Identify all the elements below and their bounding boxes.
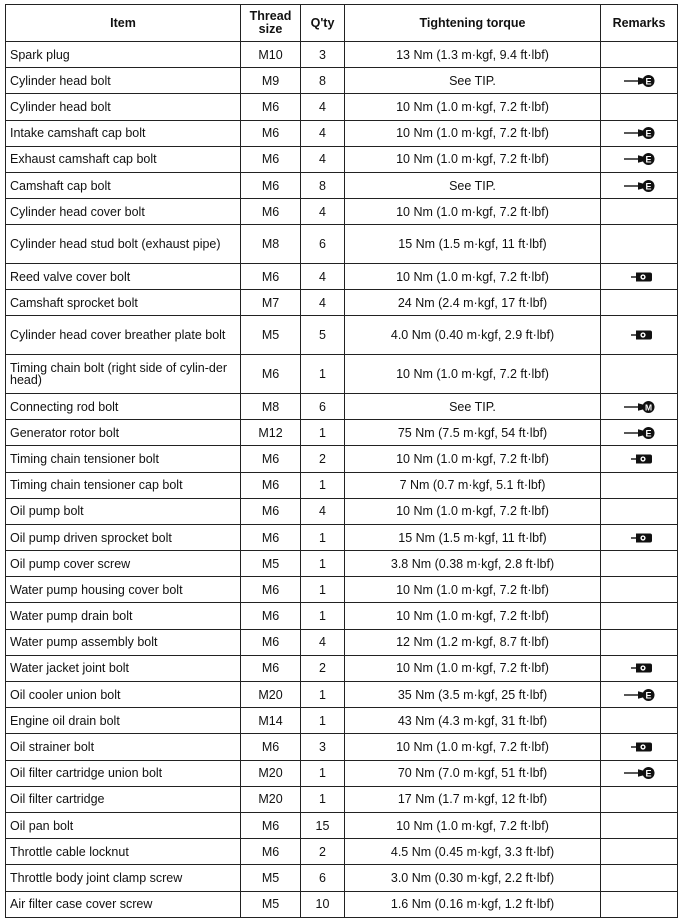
row-qty: 1 — [301, 786, 345, 812]
row-tightening-torque: See TIP. — [345, 393, 601, 419]
row-qty: 2 — [301, 446, 345, 472]
table-row — [6, 316, 678, 355]
row-remarks — [601, 420, 678, 446]
table-row — [6, 682, 678, 708]
row-item: Spark plug — [6, 42, 241, 68]
row-qty: 4 — [301, 498, 345, 524]
table-row — [6, 603, 678, 629]
row-tightening-torque: See TIP. — [345, 68, 601, 94]
table-row — [6, 551, 678, 577]
svg-text:E: E — [645, 428, 652, 439]
row-item: Oil pump driven sprocket bolt — [6, 524, 241, 550]
row-qty: 1 — [301, 682, 345, 708]
row-tightening-torque: 4.5 Nm (0.45 m·kgf, 3.3 ft·lbf) — [345, 839, 601, 865]
row-item: Connecting rod bolt — [6, 393, 241, 419]
row-thread-size: M6 — [241, 734, 301, 760]
row-item: Oil strainer bolt — [6, 734, 241, 760]
row-thread-size: M5 — [241, 865, 301, 891]
row-remarks — [601, 146, 678, 172]
row-qty: 10 — [301, 891, 345, 917]
row-tightening-torque: 10 Nm (1.0 m·kgf, 7.2 ft·lbf) — [345, 199, 601, 225]
row-qty: 1 — [301, 708, 345, 734]
row-remarks — [601, 42, 678, 68]
row-qty: 4 — [301, 629, 345, 655]
row-tightening-torque: 24 Nm (2.4 m·kgf, 17 ft·lbf) — [345, 290, 601, 316]
svg-text:E: E — [645, 180, 652, 191]
row-tightening-torque: 10 Nm (1.0 m·kgf, 7.2 ft·lbf) — [345, 446, 601, 472]
row-thread-size: M6 — [241, 498, 301, 524]
row-remarks — [601, 682, 678, 708]
row-thread-size: M20 — [241, 786, 301, 812]
row-item: Oil pan bolt — [6, 812, 241, 838]
row-thread-size: M8 — [241, 393, 301, 419]
row-item: Oil cooler union bolt — [6, 682, 241, 708]
row-qty: 1 — [301, 420, 345, 446]
header-item: Item — [6, 5, 241, 42]
table-row — [6, 264, 678, 290]
row-thread-size: M5 — [241, 551, 301, 577]
row-item: Cylinder head bolt — [6, 94, 241, 120]
row-tightening-torque: 13 Nm (1.3 m·kgf, 9.4 ft·lbf) — [345, 42, 601, 68]
row-remarks — [601, 708, 678, 734]
row-qty: 1 — [301, 472, 345, 498]
row-qty: 4 — [301, 120, 345, 146]
row-thread-size: M20 — [241, 682, 301, 708]
header-row — [6, 5, 678, 42]
row-item: Cylinder head cover bolt — [6, 199, 241, 225]
locking-agent-icon — [622, 739, 656, 753]
table-row — [6, 290, 678, 316]
svg-text:M: M — [644, 401, 653, 412]
row-remarks — [601, 120, 678, 146]
svg-text:E: E — [645, 154, 652, 165]
row-remarks — [601, 472, 678, 498]
engine-oil-icon — [622, 73, 656, 87]
row-remarks — [601, 551, 678, 577]
row-tightening-torque: 35 Nm (3.5 m·kgf, 25 ft·lbf) — [345, 682, 601, 708]
table-row — [6, 708, 678, 734]
header-remarks: Remarks — [601, 5, 678, 42]
table-row — [6, 786, 678, 812]
row-thread-size: M10 — [241, 42, 301, 68]
row-thread-size: M6 — [241, 146, 301, 172]
row-item: Air filter case cover screw — [6, 891, 241, 917]
row-thread-size: M6 — [241, 94, 301, 120]
row-qty: 4 — [301, 199, 345, 225]
row-qty: 2 — [301, 655, 345, 681]
row-tightening-torque: 10 Nm (1.0 m·kgf, 7.2 ft·lbf) — [345, 120, 601, 146]
table-row — [6, 839, 678, 865]
row-thread-size: M6 — [241, 839, 301, 865]
row-qty: 1 — [301, 603, 345, 629]
row-thread-size: M12 — [241, 420, 301, 446]
row-item: Oil pump cover screw — [6, 551, 241, 577]
row-remarks — [601, 68, 678, 94]
row-qty: 15 — [301, 812, 345, 838]
header-thread-size: Thread size — [241, 5, 301, 42]
row-remarks — [601, 199, 678, 225]
svg-text:E: E — [645, 128, 652, 139]
row-tightening-torque: 10 Nm (1.0 m·kgf, 7.2 ft·lbf) — [345, 264, 601, 290]
row-thread-size: M6 — [241, 655, 301, 681]
row-item: Water pump assembly bolt — [6, 629, 241, 655]
row-thread-size: M6 — [241, 577, 301, 603]
table-row — [6, 94, 678, 120]
row-qty: 6 — [301, 225, 345, 264]
row-item: Intake camshaft cap bolt — [6, 120, 241, 146]
row-item: Water pump drain bolt — [6, 603, 241, 629]
row-qty: 4 — [301, 264, 345, 290]
engine-oil-icon — [622, 178, 656, 192]
row-item: Oil pump bolt — [6, 498, 241, 524]
row-tightening-torque: 10 Nm (1.0 m·kgf, 7.2 ft·lbf) — [345, 812, 601, 838]
row-item: Timing chain bolt (right side of cylin-der head) — [6, 355, 241, 394]
row-qty: 1 — [301, 355, 345, 394]
row-item: Camshaft sprocket bolt — [6, 290, 241, 316]
row-tightening-torque: 1.6 Nm (0.16 m·kgf, 1.2 ft·lbf) — [345, 891, 601, 917]
row-item: Cylinder head cover breather plate bolt — [6, 316, 241, 355]
row-qty: 3 — [301, 734, 345, 760]
row-thread-size: M14 — [241, 708, 301, 734]
svg-text:E: E — [645, 76, 652, 87]
table-row — [6, 120, 678, 146]
locking-agent-icon — [622, 328, 656, 342]
row-remarks — [601, 498, 678, 524]
engine-oil-icon — [622, 125, 656, 139]
row-tightening-torque: 15 Nm (1.5 m·kgf, 11 ft·lbf) — [345, 524, 601, 550]
row-tightening-torque: 10 Nm (1.0 m·kgf, 7.2 ft·lbf) — [345, 355, 601, 394]
table-row — [6, 42, 678, 68]
row-remarks — [601, 577, 678, 603]
svg-text:E: E — [645, 689, 652, 700]
row-remarks — [601, 524, 678, 550]
row-qty: 2 — [301, 839, 345, 865]
row-qty: 1 — [301, 524, 345, 550]
row-tightening-torque: 10 Nm (1.0 m·kgf, 7.2 ft·lbf) — [345, 146, 601, 172]
table-row — [6, 524, 678, 550]
row-thread-size: M6 — [241, 524, 301, 550]
row-thread-size: M5 — [241, 891, 301, 917]
header-qty: Q'ty — [301, 5, 345, 42]
row-thread-size: M20 — [241, 760, 301, 786]
row-thread-size: M6 — [241, 264, 301, 290]
row-thread-size: M5 — [241, 316, 301, 355]
row-remarks — [601, 225, 678, 264]
engine-oil-icon — [622, 687, 656, 701]
row-qty: 8 — [301, 172, 345, 198]
row-item: Exhaust camshaft cap bolt — [6, 146, 241, 172]
table-row — [6, 199, 678, 225]
row-qty: 4 — [301, 290, 345, 316]
row-qty: 6 — [301, 393, 345, 419]
row-qty: 8 — [301, 68, 345, 94]
molybdenum-oil-icon — [622, 399, 656, 413]
row-item: Engine oil drain bolt — [6, 708, 241, 734]
row-item: Water pump housing cover bolt — [6, 577, 241, 603]
table-row — [6, 472, 678, 498]
row-tightening-torque: See TIP. — [345, 172, 601, 198]
row-tightening-torque: 75 Nm (7.5 m·kgf, 54 ft·lbf) — [345, 420, 601, 446]
table-row — [6, 146, 678, 172]
row-tightening-torque: 3.8 Nm (0.38 m·kgf, 2.8 ft·lbf) — [345, 551, 601, 577]
row-remarks — [601, 760, 678, 786]
row-tightening-torque: 3.0 Nm (0.30 m·kgf, 2.2 ft·lbf) — [345, 865, 601, 891]
table-row — [6, 355, 678, 394]
locking-agent-icon — [622, 661, 656, 675]
table-row — [6, 498, 678, 524]
table-row — [6, 577, 678, 603]
table-row — [6, 629, 678, 655]
row-thread-size: M6 — [241, 120, 301, 146]
locking-agent-icon — [622, 530, 656, 544]
row-qty: 1 — [301, 760, 345, 786]
row-remarks — [601, 629, 678, 655]
locking-agent-icon — [622, 451, 656, 465]
row-item: Water jacket joint bolt — [6, 655, 241, 681]
row-item: Oil filter cartridge union bolt — [6, 760, 241, 786]
row-remarks — [601, 865, 678, 891]
row-qty: 5 — [301, 316, 345, 355]
row-item: Throttle cable locknut — [6, 839, 241, 865]
row-tightening-torque: 7 Nm (0.7 m·kgf, 5.1 ft·lbf) — [345, 472, 601, 498]
row-item: Timing chain tensioner cap bolt — [6, 472, 241, 498]
table-row — [6, 891, 678, 917]
row-item: Generator rotor bolt — [6, 420, 241, 446]
row-tightening-torque: 10 Nm (1.0 m·kgf, 7.2 ft·lbf) — [345, 734, 601, 760]
row-thread-size: M6 — [241, 629, 301, 655]
row-qty: 6 — [301, 865, 345, 891]
svg-text:E: E — [645, 768, 652, 779]
row-remarks — [601, 172, 678, 198]
row-item: Cylinder head bolt — [6, 68, 241, 94]
row-thread-size: M6 — [241, 812, 301, 838]
row-tightening-torque: 10 Nm (1.0 m·kgf, 7.2 ft·lbf) — [345, 577, 601, 603]
row-remarks — [601, 891, 678, 917]
row-remarks — [601, 603, 678, 629]
row-thread-size: M6 — [241, 355, 301, 394]
row-item: Reed valve cover bolt — [6, 264, 241, 290]
row-remarks — [601, 446, 678, 472]
row-item: Timing chain tensioner bolt — [6, 446, 241, 472]
table-row — [6, 865, 678, 891]
row-remarks — [601, 734, 678, 760]
engine-oil-icon — [622, 425, 656, 439]
row-tightening-torque: 15 Nm (1.5 m·kgf, 11 ft·lbf) — [345, 225, 601, 264]
row-thread-size: M6 — [241, 603, 301, 629]
table-row — [6, 393, 678, 419]
row-remarks — [601, 316, 678, 355]
row-item: Oil filter cartridge — [6, 786, 241, 812]
row-remarks — [601, 393, 678, 419]
row-tightening-torque: 17 Nm (1.7 m·kgf, 12 ft·lbf) — [345, 786, 601, 812]
row-remarks — [601, 290, 678, 316]
row-tightening-torque: 4.0 Nm (0.40 m·kgf, 2.9 ft·lbf) — [345, 316, 601, 355]
row-tightening-torque: 10 Nm (1.0 m·kgf, 7.2 ft·lbf) — [345, 603, 601, 629]
row-remarks — [601, 355, 678, 394]
table-row — [6, 655, 678, 681]
row-qty: 1 — [301, 577, 345, 603]
row-thread-size: M6 — [241, 199, 301, 225]
row-remarks — [601, 94, 678, 120]
row-remarks — [601, 786, 678, 812]
row-tightening-torque: 70 Nm (7.0 m·kgf, 51 ft·lbf) — [345, 760, 601, 786]
row-thread-size: M6 — [241, 172, 301, 198]
engine-oil-icon — [622, 152, 656, 166]
row-tightening-torque: 10 Nm (1.0 m·kgf, 7.2 ft·lbf) — [345, 655, 601, 681]
row-thread-size: M9 — [241, 68, 301, 94]
table-row — [6, 446, 678, 472]
row-remarks — [601, 655, 678, 681]
row-qty: 1 — [301, 551, 345, 577]
table-row — [6, 172, 678, 198]
row-thread-size: M7 — [241, 290, 301, 316]
engine-oil-icon — [622, 766, 656, 780]
row-tightening-torque: 10 Nm (1.0 m·kgf, 7.2 ft·lbf) — [345, 94, 601, 120]
row-tightening-torque: 43 Nm (4.3 m·kgf, 31 ft·lbf) — [345, 708, 601, 734]
row-thread-size: M6 — [241, 472, 301, 498]
row-remarks — [601, 839, 678, 865]
row-item: Throttle body joint clamp screw — [6, 865, 241, 891]
table-row — [6, 225, 678, 264]
torque-table — [5, 4, 678, 918]
row-thread-size: M6 — [241, 446, 301, 472]
locking-agent-icon — [622, 269, 656, 283]
table-row — [6, 760, 678, 786]
table-row — [6, 734, 678, 760]
row-thread-size: M8 — [241, 225, 301, 264]
row-tightening-torque: 10 Nm (1.0 m·kgf, 7.2 ft·lbf) — [345, 498, 601, 524]
table-row — [6, 812, 678, 838]
row-tightening-torque: 12 Nm (1.2 m·kgf, 8.7 ft·lbf) — [345, 629, 601, 655]
row-item: Cylinder head stud bolt (exhaust pipe) — [6, 225, 241, 264]
row-item: Camshaft cap bolt — [6, 172, 241, 198]
table-row — [6, 68, 678, 94]
row-qty: 4 — [301, 146, 345, 172]
table-body — [6, 42, 678, 918]
header-tightening-torque: Tightening torque — [345, 5, 601, 42]
table-row — [6, 420, 678, 446]
row-remarks — [601, 264, 678, 290]
row-qty: 3 — [301, 42, 345, 68]
row-qty: 4 — [301, 94, 345, 120]
row-remarks — [601, 812, 678, 838]
